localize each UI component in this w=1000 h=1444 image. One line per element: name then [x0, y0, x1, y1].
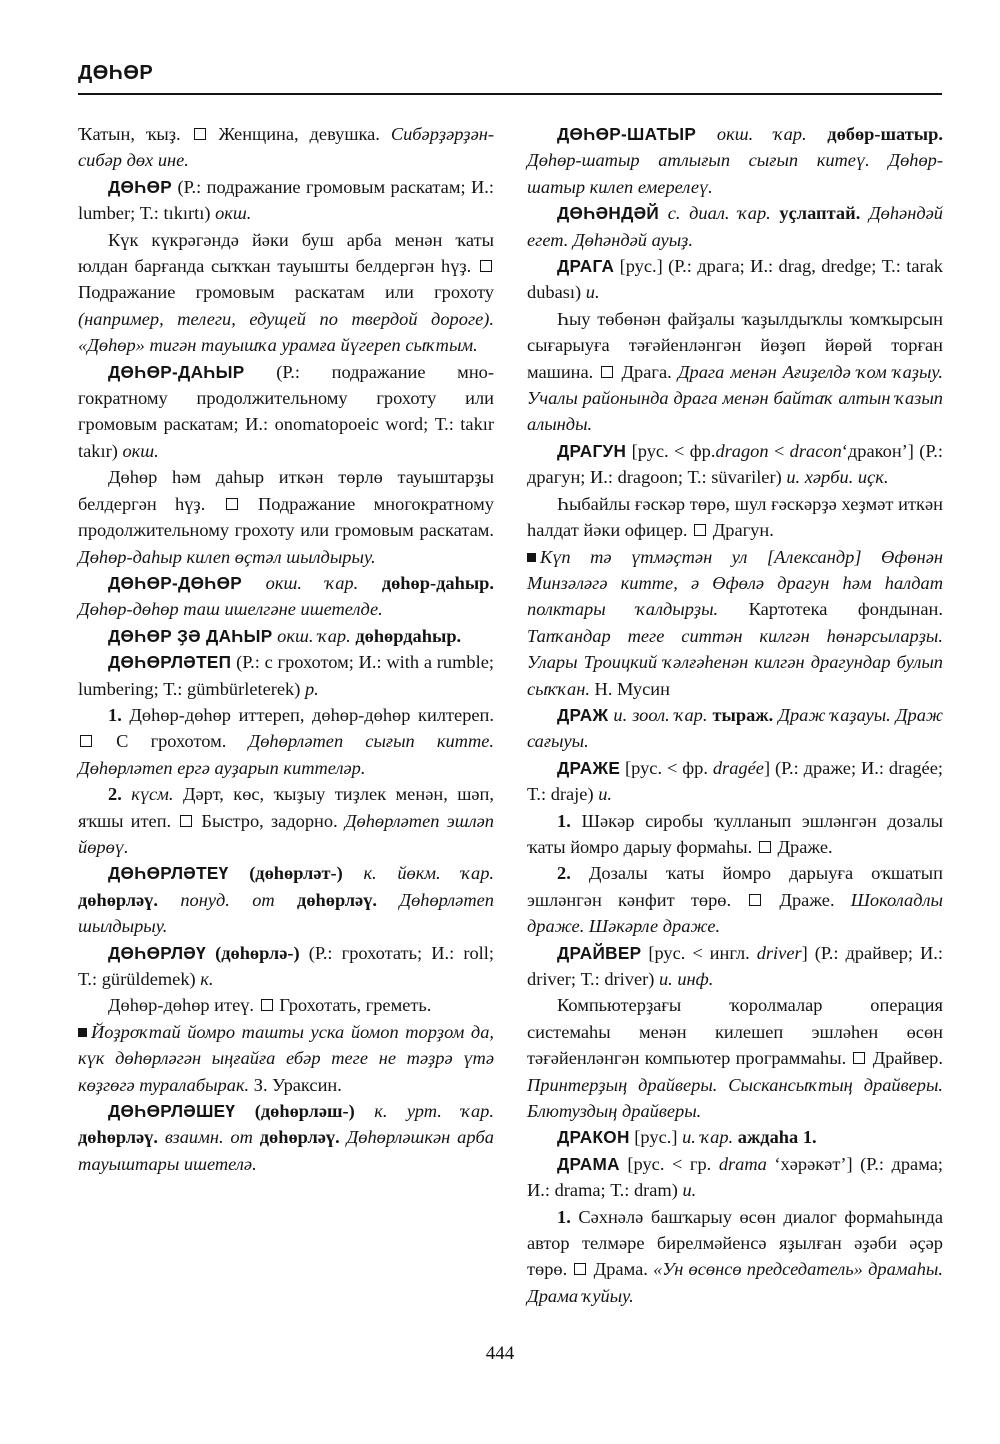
headword: ДРАГУН [557, 440, 627, 461]
cross-reference: тыраж. [712, 704, 774, 725]
cross-reference: дөһөрләү. [297, 889, 378, 910]
translation-text: Драга. [621, 361, 672, 382]
equivalents-text: ‘хәрәкәт’] (Р.: драма; И.: drama; Т.: dram) [527, 1153, 943, 1201]
header-rule [78, 93, 942, 95]
entry-paragraph [527, 306, 943, 438]
translation-text: Драже. [777, 836, 833, 857]
quotation-text: Күп тә үтмәҫтән ул [Александр] Өфөнән Минзәләгә китте, ә Өфөлә драгун һәм һалдат полктары ҡалдырҙы. [527, 546, 943, 620]
definition-text: Дозалы ҡаты йомро дарыуға оҡшатып эшләнгән кәнфит төрө. [527, 863, 943, 910]
definition-text: Компьютерҙағы ҡоролмалар операция системаһы менән килешеп эшләһен өсөн тәғәйенләнгән компьютер программаһы. [527, 995, 943, 1069]
entry-headword-paragraph [527, 438, 943, 491]
page-number: 444 [485, 1343, 515, 1364]
translation-text: Быстро, задорно. [201, 810, 338, 831]
translation-text: Подражание многократному продолжительному грохоту или громовым раскатам. [78, 493, 494, 541]
quote-bullet-icon [527, 553, 536, 562]
square-marker-icon [194, 128, 206, 140]
translation-text: Подражание громовым раскатам или грохоту [78, 282, 494, 303]
etymon: driver [756, 942, 802, 963]
grammar-label: понуд. от [180, 889, 275, 910]
entry-headword-paragraph [527, 1151, 943, 1204]
equivalents-text: (Р.: грохотать; И.: roll; Т.: gürüldemek) [78, 942, 494, 989]
example-text: Дөһөр-дөһөр таш ишелгәне ишетелде. [78, 599, 383, 620]
headword: ДРАЖЕ [557, 757, 621, 778]
equivalents-text: (Р.: с грохотом; И.: with a rumble; lumbering; Т.: gümbürleterek) [78, 652, 494, 699]
quotation-author: З. Ураксин. [253, 1074, 342, 1095]
equivalents-text: (Р.: подражание громовым раскатам; И.: lumber; Т.: tıkırtı) [78, 176, 494, 224]
entry-headword-paragraph [78, 174, 494, 227]
etymology-sign: < [773, 440, 785, 461]
sense-paragraph [527, 860, 943, 939]
entry-headword-paragraph [78, 570, 494, 623]
example-text: Сибәрҙәрҙән-сибәр дөх ине. [78, 124, 495, 171]
square-marker-icon [80, 735, 92, 747]
entry-headword-paragraph [527, 253, 943, 306]
sense-number: 1. [557, 810, 571, 831]
square-marker-icon [601, 366, 613, 378]
grammar-label: взаимн. от [164, 1127, 253, 1148]
example-text: Дөһөрләтеп сығып китте. Дөһөрләтеп ергә ауҙарып киттеләр. [78, 731, 494, 778]
headword: ДӨҺӨР-ШАТЫР [557, 124, 697, 144]
headword: ДРАЙВЕР [557, 942, 642, 963]
entry-headword-paragraph [78, 649, 494, 702]
headword: ДӨҺӨРЛӘТЕҮ [108, 863, 229, 884]
grammar-label: окш. [215, 203, 252, 224]
entry-headword-paragraph [527, 200, 943, 253]
cross-reference: дөһөрләү. [259, 1127, 340, 1148]
headword: ДӨҺӨРЛӘТЕП [108, 652, 232, 673]
translation-text: Драйвер. [872, 1048, 943, 1069]
cross-reference: уҫлаптай. [779, 203, 861, 224]
etymon: drama [718, 1153, 767, 1174]
example-text: Дөһөр-шатыр атлығып сығып китеү. Дөһөр-шатыр килеп емерелеү. [527, 150, 943, 197]
square-marker-icon [853, 1052, 865, 1064]
grammar-label: р. [304, 678, 319, 699]
entry-paragraph [78, 227, 494, 359]
entry-headword-paragraph [78, 1098, 494, 1177]
running-head: ДӨҺӨР [78, 62, 154, 84]
entry-headword-paragraph [527, 702, 943, 755]
grammar-label: и. [598, 784, 612, 805]
equivalents-text: ] (Р.: драже; И.: dragée; Т.: draje) [527, 757, 943, 805]
grammar-label: с. диал. ҡар. [667, 203, 771, 224]
equivalents-text: [рус.] (Р.: драга; И.: drag, dredge; Т.: tarak dubası) [527, 256, 943, 303]
entry-headword-paragraph [78, 860, 494, 939]
sense-paragraph [527, 1204, 943, 1310]
definition-text: Дөһөр-дөһөр иттереп, дөһөр-дөһөр килтереп. [129, 704, 494, 725]
headword: ДРАГА [557, 256, 615, 277]
example-text: Драж ҡаҙауы. Драж сағыуы. [527, 704, 943, 752]
headword: ДӨҺӨР-ДӨҺӨР [108, 572, 243, 593]
cross-reference: дөһөр-даһыр. [381, 572, 494, 593]
grammar-label: окш. [122, 440, 159, 461]
right-column [527, 121, 943, 1309]
grammar-label: и. ҡар. [682, 1127, 734, 1148]
stem-form: (дөһөрләт-) [249, 863, 343, 884]
translation-text: Грохотать, греметь. [279, 995, 432, 1016]
example-text: «Ун өсөнсө председатель» драмаһы. Драма ҡуйыу. [527, 1259, 943, 1306]
grammar-label: и. инф. [658, 969, 714, 989]
grammar-label: күсм. [131, 784, 174, 805]
example-text: Драга менән Ағиҙелдә ҡом ҡаҙыу. Учалы районында драга менән байтаҡ алтын ҡазып алынды. [527, 361, 944, 435]
definition-text: Шәкәр сиробы ҡулланып эшләнгән дозалы ҡаты йомро дарыу формаһы. [527, 810, 944, 857]
entry-paragraph [527, 992, 943, 1124]
definition-text: Дәрт, көс, ҡыҙыу тиҙлек менән, шәп, яҡшы итеп. [78, 784, 494, 831]
etymology-text: [рус. < ингл. [648, 942, 750, 963]
stem-form: (дөһөрләш-) [254, 1101, 355, 1122]
equivalents-text: (Р.: подражание многократному продолжительному грохоту или громовым раскатам; И.: onomatopoeic word; Т.: takır takır) [78, 361, 494, 461]
quote-bullet-icon [78, 1028, 87, 1037]
definition-text: Дөһөр һәм даһыр иткән төрлө тауыштарҙы белдергән һүҙ. [78, 467, 494, 514]
quotation-text: Йоҙроҡтай йомро ташты уска йомоп торҙом да, күк дөһөрләгән ыңғайға ебәр теге не тәҙрә үтә көҙгөгә туралабырак. [78, 1021, 494, 1095]
square-marker-icon [749, 894, 761, 906]
square-marker-icon [180, 815, 192, 827]
headword: ДРАКОН [557, 1127, 630, 1148]
example-text: (например, телеги, едущей по твердой дороге). «Дөһөр» тигән тауышҡа урамға йүгереп сыҡтым. [78, 308, 494, 356]
grammar-label: и. зоол. ҡар. [613, 704, 708, 725]
headword: ДРАЖ [557, 704, 609, 725]
cross-reference: аждаһа 1. [737, 1127, 817, 1148]
grammar-label: и. [682, 1180, 697, 1201]
sense-paragraph [78, 702, 494, 781]
example-text: Дөһөрләтеп эшләп йөрөү. [78, 810, 494, 857]
grammar-label: к. урт. ҡар. [374, 1101, 494, 1122]
left-column [78, 121, 494, 1177]
headword: ДӨҺӨР-ДАҺЫР [108, 361, 245, 382]
example-text: Принтерҙың драйверы. Сыскансыҡтың драйверы. Блютуздың драйверы. [527, 1074, 943, 1122]
etymology-text: [рус. < гр. [627, 1153, 712, 1174]
entry-headword-paragraph [527, 755, 943, 808]
example-text: Дөһөрләтеп шылдырыу. [78, 889, 494, 937]
example-text: Дөһөр-даһыр килеп өҫтәл шылдырыу. [78, 546, 376, 567]
example-text: Шоколадлы драже. Шәкәрле драже. [527, 889, 943, 937]
headword: ДӨҺӨРЛӘҮ [108, 942, 206, 963]
etymology-text: [рус.] [634, 1127, 678, 1148]
grammar-label: к. йөкм. ҡар. [363, 863, 494, 884]
grammar-label: окш. ҡар. [277, 625, 351, 646]
sense-number: 1. [108, 704, 122, 725]
quotation-author: Н. Мусин [594, 678, 670, 699]
cross-reference: дөһөрләү. [78, 889, 158, 910]
quotation-source: Картотека фондынан. [748, 599, 943, 620]
square-marker-icon [574, 1263, 586, 1275]
entry-headword-paragraph [78, 359, 494, 465]
equivalents-text: ] (Р.: драйвер; И.: driver; Т.: driver) [527, 942, 943, 989]
cross-reference: дөһөрләү. [78, 1127, 158, 1148]
headword: ДӨҺӨР [108, 176, 173, 197]
square-marker-icon [694, 524, 706, 536]
translation-text: Женщина, девушка. [218, 124, 380, 144]
translation-text: Драма. [593, 1259, 648, 1280]
headword: ДӨҺӨР ҘӘ ДАҺЫР [108, 625, 273, 646]
quotation-text: Тапҡандар теге ситтән килгән һөнәрсыларҙы. Улары Троицкий ҡәлғәһенән килгән драгундар булып сыҡҡан. [527, 625, 943, 699]
translation-text: Драже. [779, 889, 835, 910]
sense-paragraph [527, 808, 943, 861]
equivalents-text: ‘дракон’] (Р.: драгун; И.: dragoon; Т.: süvariler) [527, 440, 944, 488]
sense-number: 2. [557, 863, 571, 884]
entry-headword-paragraph [527, 940, 943, 993]
headword: ДӨҺӨРЛӘШЕҮ [108, 1101, 236, 1122]
grammar-label: окш. ҡар. [716, 124, 807, 144]
definition-text: Һыу төбөнән файҙалы ҡаҙылдыҡлы ҡомҡырсын сығарыуға тәғәйенләнгән йөҙөп йөрөй торған машина. [527, 308, 943, 382]
example-text: Дөһөрләшкән арба тауыштары ишетелә. [78, 1127, 494, 1174]
definition-text: Ҡатын, ҡыҙ. [78, 124, 181, 144]
definition-text: Күк күкрәгәндә йәки буш арба менән ҡаты юлдан барғанда сыҡҡан тауышты белдергән һүҙ. [78, 229, 494, 277]
stem-form: (дөһөрлә-) [215, 942, 300, 963]
example-text: Дөһәндәй егет. Дөһәндәй ауыҙ. [527, 203, 943, 250]
entry-headword-paragraph [78, 623, 494, 649]
headword: ДӨҺӘНДӘЙ [557, 203, 660, 224]
sense-number: 2. [108, 784, 122, 805]
grammar-label: и. [585, 282, 600, 303]
definition-text: Һыбайлы ғәскәр төрө, шул ғәскәрҙә хеҙмәт иткән һалдат йәки офицер. [527, 493, 943, 541]
etymon: dragon [715, 440, 769, 461]
entry-paragraph [78, 121, 494, 174]
etymon: dragée [712, 757, 764, 778]
translation-text: С грохотом. [116, 731, 227, 752]
headword: ДРАМА [557, 1153, 620, 1174]
square-marker-icon [759, 841, 771, 853]
entry-headword-paragraph [527, 1124, 943, 1150]
definition-text: Сәхнәлә башҡарыу өсөн диалог формаһында автор телмәре бирелмәйенсә яҙылған әҙәби әҫәр төрө. [527, 1206, 943, 1280]
entry-paragraph [78, 992, 494, 1098]
sense-paragraph [78, 781, 494, 860]
cross-reference: дөбөр-шатыр. [827, 124, 943, 144]
entry-headword-paragraph [527, 121, 943, 200]
etymology-text: [рус. < фр. [631, 440, 716, 461]
square-marker-icon [226, 498, 238, 510]
grammar-label: к. [200, 969, 214, 989]
entry-paragraph [527, 491, 943, 702]
definition-text: Дөһөр-дөһөр итеү. [108, 995, 255, 1016]
translation-text: Драгун. [712, 520, 774, 541]
etymon: dracon [789, 440, 842, 461]
grammar-label: окш. ҡар. [265, 572, 359, 593]
square-marker-icon [261, 999, 273, 1011]
etymology-text: [рус. < фр. [625, 757, 708, 778]
entry-headword-paragraph [78, 940, 494, 993]
cross-reference: дөһөрдаһыр. [355, 625, 462, 646]
grammar-label: и. хәрби. иҫк. [786, 467, 889, 488]
entry-paragraph [78, 464, 494, 570]
square-marker-icon [480, 260, 492, 272]
sense-number: 1. [557, 1206, 571, 1227]
